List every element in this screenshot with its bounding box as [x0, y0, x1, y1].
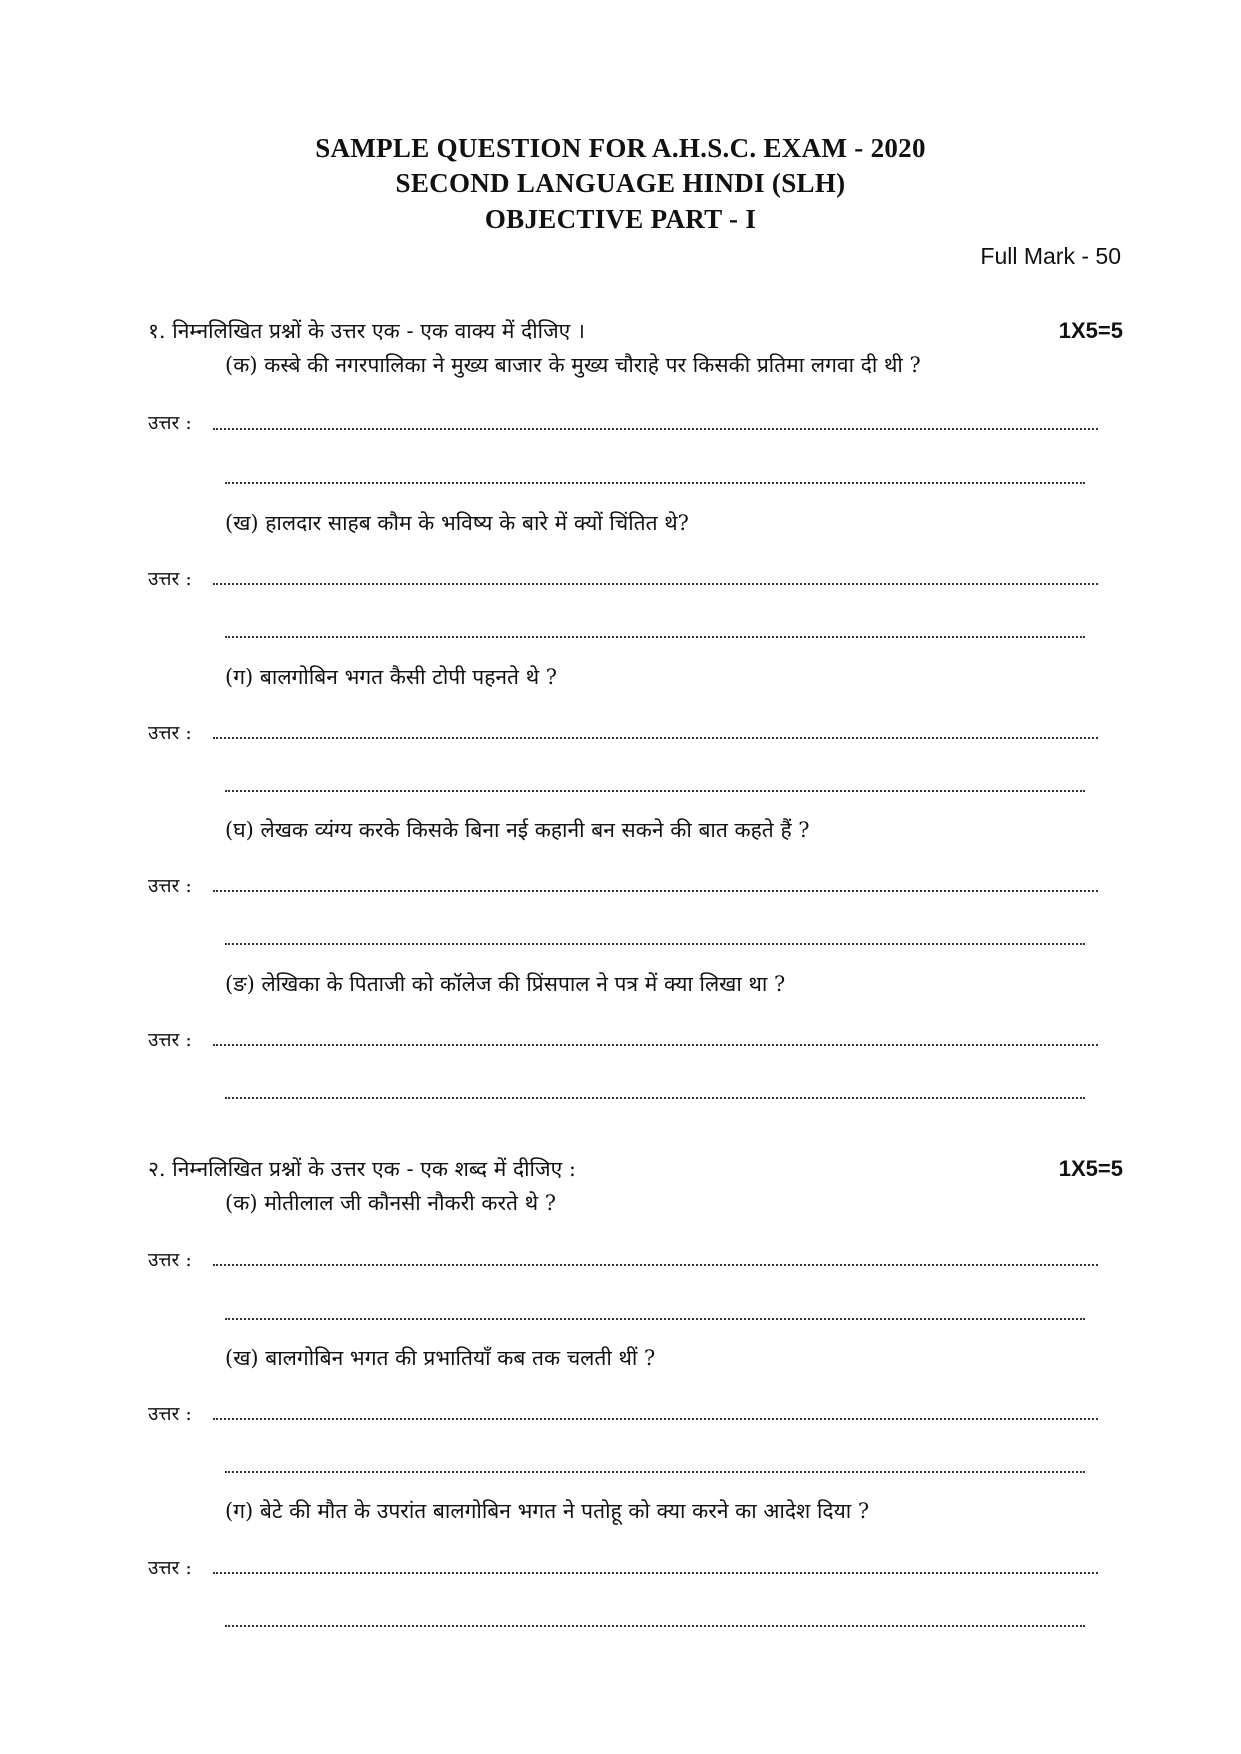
answer-label: उत्तर :: [148, 1249, 192, 1271]
exam-title: SAMPLE QUESTION FOR A.H.S.C. EXAM - 2020: [315, 133, 926, 163]
question-1-ga: (ग) बालगोबिन भगत कैसी टोपी पहनते थे ?: [225, 665, 558, 689]
question-2-ka: (क) मोतीलाल जी कौनसी नौकरी करते थे ?: [225, 1191, 557, 1215]
answer-line-2-ka-a[interactable]: [213, 1264, 1098, 1266]
section-1-title: १. निम्नलिखित प्रश्नों के उत्तर एक - एक वाक्य में दीजिए ।: [148, 319, 585, 343]
answer-line-1-kha-b[interactable]: [225, 636, 1085, 638]
answer-line-1-nga-a[interactable]: [213, 1044, 1098, 1046]
subject-title: SECOND LANGUAGE HINDI (SLH): [395, 168, 846, 198]
answer-line-2-kha-b[interactable]: [225, 1471, 1085, 1473]
question-2-kha: (ख) बालगोबिन भगत की प्रभातियाँ कब तक चलती थीं ?: [225, 1346, 656, 1370]
answer-label: उत्तर :: [148, 722, 192, 744]
answer-label: उत्तर :: [148, 568, 192, 590]
full-mark: Full Mark - 50: [980, 243, 1121, 269]
answer-line-1-gha-a[interactable]: [213, 890, 1098, 892]
question-2-ga: (ग) बेटे की मौत के उपरांत बालगोबिन भगत ने पतोहू को क्या करने का आदेश दिया ?: [225, 1499, 870, 1523]
answer-line-2-ka-b[interactable]: [225, 1318, 1085, 1320]
answer-line-2-ga-a[interactable]: [213, 1572, 1098, 1574]
answer-line-1-ga-a[interactable]: [213, 737, 1098, 739]
answer-line-1-nga-b[interactable]: [225, 1097, 1085, 1099]
section-1-marks: 1X5=5: [1058, 318, 1123, 343]
answer-label: उत्तर :: [148, 875, 192, 897]
question-1-kha: (ख) हालदार साहब कौम के भविष्य के बारे में क्यों चिंतित थे?: [225, 511, 689, 535]
question-1-nga: (ङ) लेखिका के पिताजी को कॉलेज की प्रिंसपाल ने पत्र में क्या लिखा था ?: [225, 972, 786, 996]
answer-line-1-kha-a[interactable]: [213, 583, 1098, 585]
part-title: OBJECTIVE PART - I: [484, 204, 757, 234]
answer-line-1-ga-b[interactable]: [225, 790, 1085, 792]
answer-label: उत्तर :: [148, 412, 192, 434]
section-2-title: २. निम्नलिखित प्रश्नों के उत्तर एक - एक शब्द में दीजिए :: [148, 1157, 576, 1181]
answer-line-2-ga-b[interactable]: [225, 1625, 1085, 1627]
answer-label: उत्तर :: [148, 1029, 192, 1051]
answer-label: उत्तर :: [148, 1403, 192, 1425]
answer-line-1-ka-a[interactable]: [213, 428, 1098, 430]
section-2-marks: 1X5=5: [1058, 1156, 1123, 1181]
answer-line-1-ka-b[interactable]: [225, 482, 1085, 484]
answer-line-2-kha-a[interactable]: [213, 1418, 1098, 1420]
answer-line-1-gha-b[interactable]: [225, 943, 1085, 945]
question-1-ka: (क) कस्बे की नगरपालिका ने मुख्य बाजार के मुख्य चौराहे पर किसकी प्रतिमा लगवा दी थी ?: [225, 353, 921, 377]
answer-label: उत्तर :: [148, 1557, 192, 1579]
question-1-gha: (घ) लेखक व्यंग्य करके किसके बिना नई कहानी बन सकने की बात कहते हैं ?: [225, 818, 810, 842]
